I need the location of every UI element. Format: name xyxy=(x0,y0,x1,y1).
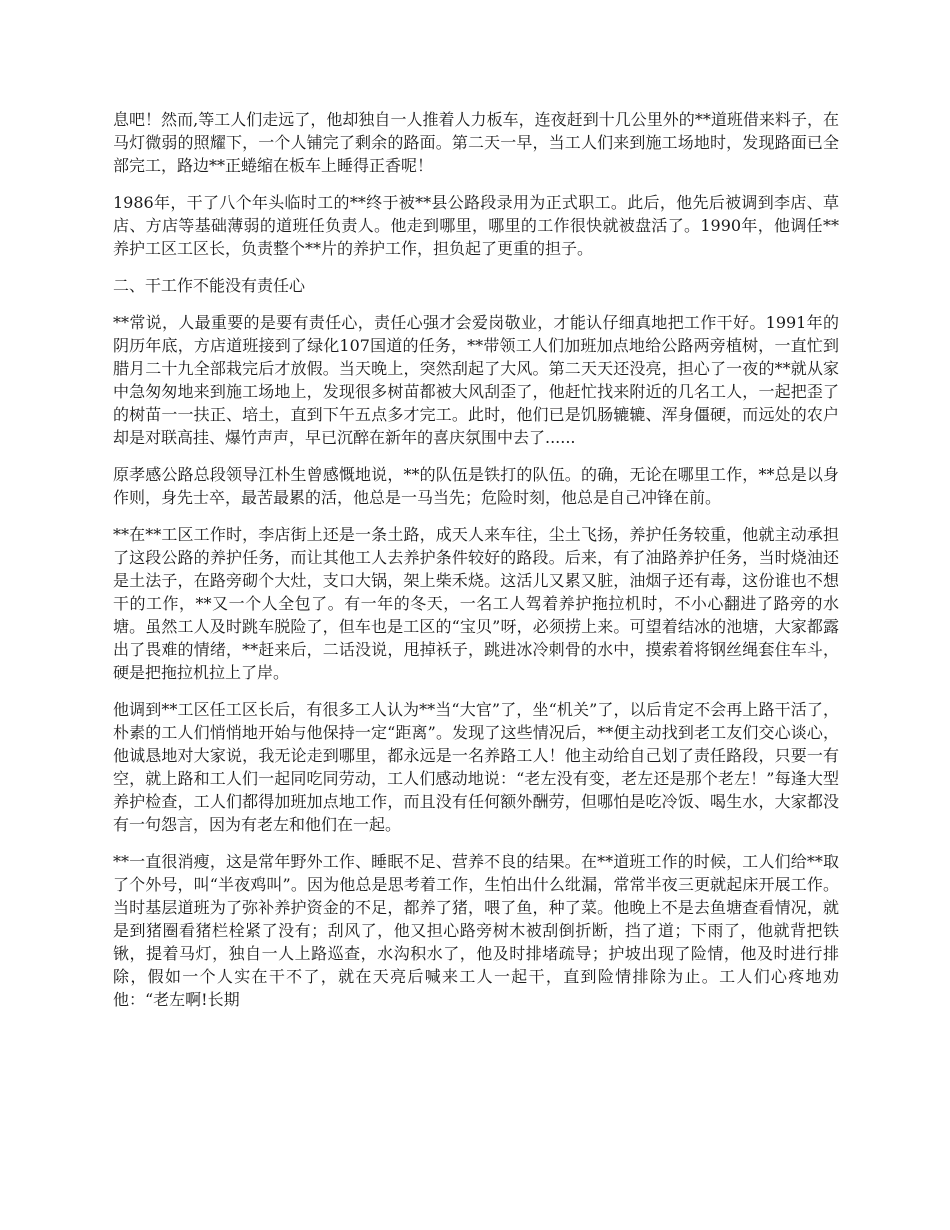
paragraph-1986-career: 1986年，干了八个年头临时工的**终于被**县公路段录用为正式职工。此后，他先后被调到李店、草店、方店等基础薄弱的道班任负责人。他走到哪里，哪里的工作很快就被盘活了。1990年，他调任**养护工区工区长，负责整个**片的养护工作，担负起了更重的担子。 xyxy=(113,193,839,258)
paragraph-work-area: **在**工区工作时，李店街上还是一条土路，成天人来车往，尘土飞扬，养护任务较重，他就主动承担了这段公路的养护任务，而让其他工人去养护条件较好的路段。后来，有了油路养护任务，当时烧油还是土法子，在路旁砌个大灶，支口大锅，架上柴禾烧。这活儿又累又脏，油烟子还有毒，这份谁也不想干的工作，**又一个人全包了。有一年的冬天，一名工人驾着养护拖拉机时，不小心翻进了路旁的水塘。虽然工人及时跳车脱险了，但车也是工区的“宝贝”呀，必须捞上来。可望着结冰的池塘，大家都露出了畏难的情绪，**赶来后，二话没说，甩掉袄子，跳进冰冷刺骨的水中，摸索着将钢丝绳套住车斗，硬是把拖拉机拉上了岸。 xyxy=(113,525,839,682)
paragraph-continuation: 息吧！然而,等工人们走远了，他却独自一人推着人力板车，连夜赶到十几公里外的**道班借来料子，在马灯微弱的照耀下，一个人铺完了剩余的路面。第二天一早，当工人们来到施工场地时，发现路面已全部完工，路边**正蜷缩在板车上睡得正香呢！ xyxy=(113,110,839,175)
paragraph-midnight-rooster: **一直很消瘦，这是常年野外工作、睡眠不足、营养不良的结果。在**道班工作的时候，工人们给**取了个外号，叫“半夜鸡叫”。因为他总是思考着工作，生怕出什么纰漏，常常半夜三更就起床开展工作。当时基层道班为了弥补养护资金的不足，都养了猪，喂了鱼，种了菜。他晚上不是去鱼塘查看情况，就是到猪圈看猪栏栓紧了没有；刮风了，他又担心路旁树木被刮倒折断，挡了道；下雨了，他就背把铁锹，提着马灯，独自一人上路巡查，水沟积水了，他及时排堵疏导；护坡出现了险情，他及时进行排除，假如一个人实在干不了，就在天亮后喊来工人一起干，直到险情排除为止。工人们心疼地劝他：“老左啊!长期 xyxy=(113,852,839,1009)
document-body xyxy=(113,108,839,1025)
paragraph-responsibility: **常说，人最重要的是要有责任心，责任心强才会爱岗敬业，才能认仔细真地把工作干好。1991年的阴历年底，方店道班接到了绿化107国道的任务，**带领工人们加班加点地给公路两旁植树，一直忙到腊月二十九全部栽完后才放假。当天晚上，突然刮起了大风。第二天天还没亮，担心了一夜的**就从家中急匆匆地来到施工场地上，发现很多树苗都被大风刮歪了，他赶忙找来附近的几名工人，一起把歪了的树苗一一扶正、培土，直到下午五点多才完工。此时，他们已是饥肠辘辘、浑身僵硬，而远处的农户却是对联高挂、爆竹声声，早已沉醉在新年的喜庆氛围中去了...... xyxy=(113,313,839,447)
paragraph-iron-team: 原孝感公路总段领导江朴生曾感慨地说，**的队伍是铁打的队伍。的确，无论在哪里工作，**总是以身作则，身先士卒，最苦最累的活，他总是一马当先；危险时刻，他总是自己冲锋在前。 xyxy=(113,465,839,507)
section-heading-responsibility: 二、干工作不能没有责任心 xyxy=(113,276,306,295)
paragraph-promotion: 他调到**工区任工区长后，有很多工人认为**当“大官”了，坐“机关”了，以后肯定不会再上路干活了，朴素的工人们悄悄地开始与他保持一定“距离”。发现了这些情况后，**便主动找到老工友们交心谈心，他诚恳地对大家说，我无论走到哪里，都永远是一名养路工人！他主动给自己划了责任路段，只要一有空，就上路和工人们一起同吃同劳动，工人们感动地说：“老左没有变，老左还是那个老左！”每逢大型养护检查，工人们都得加班加点地工作，而且没有任何额外酬劳，但哪怕是吃冷饭、喝生水，大家都没有一句怨言，因为有老左和他们在一起。 xyxy=(113,700,839,834)
